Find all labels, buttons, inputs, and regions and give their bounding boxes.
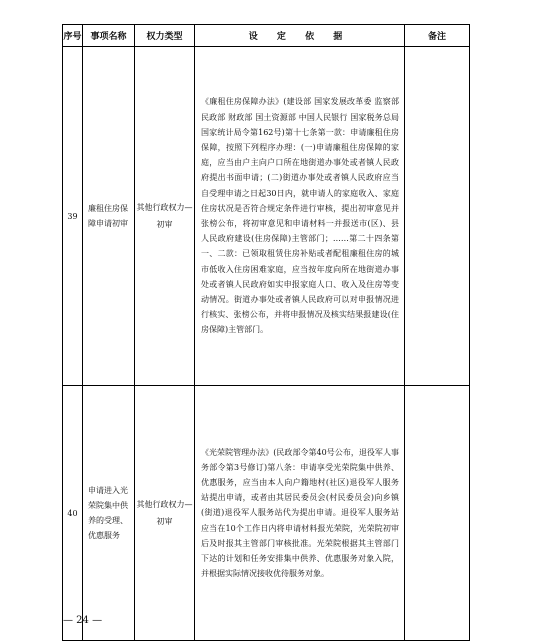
table-row: [63, 386, 470, 641]
row-seq: 40: [63, 386, 83, 641]
row-item-name: 廉租住房保障申请初审: [83, 47, 135, 386]
row-item-name: 申请进入光荣院集中供养的受理、优惠服务: [83, 386, 135, 641]
header-seq: 序号: [63, 25, 83, 47]
row-note: [405, 386, 470, 641]
header-row: [63, 25, 470, 47]
table-row: [63, 47, 470, 386]
row-note: [405, 47, 470, 386]
row-power-type: 其他行政权力—初审: [135, 386, 195, 641]
page-number: — 24 —: [63, 615, 103, 626]
header-note: 备注: [405, 25, 470, 47]
row-basis: 《光荣院管理办法》(民政部令第40号公布，退役军人事务部令第3号修订)第八条：申请享受光荣院集中供养、优惠服务，应当由本人向户籍地村(社区)退役军人服务站提出申请，或者由其居民委员会(村民委员会)向乡镇(街道)退役军人服务站代为提出申请。退役军人服务站应当在10个工作日内将申请材料报光荣院，光荣院初审后及时报其主管部门审核批准。光荣院根据其主管部门下达的计划和任务安排集中供养、优惠服务对象入院，并根据实际情况接收优待服务对象。: [195, 386, 405, 641]
header-power-type: 权力类型: [135, 25, 195, 47]
row-power-type: 其他行政权力—初审: [135, 47, 195, 386]
power-list-table: [62, 24, 470, 641]
row-seq: 39: [63, 47, 83, 386]
header-basis: 设 定 依 据: [195, 25, 405, 47]
row-basis: 《廉租住房保障办法》(建设部 国家发展改革委 监察部 民政部 财政部 国土资源部 中国人民银行 国家税务总局 国家统计局令第162号)第十七条第一款：申请廉租住房保障，按照下列程序办理：(一)申请廉租住房保障的家庭，应当由户主向户口所在地街道办事处或者镇人民政府提出书面申请；(二)街道办事处或者镇人民政府应当自受理申请之日起30日内，就申请人的家庭收入、家庭住房状况是否符合规定条件进行审核，提出初审意见并张榜公布，将初审意见和申请材料一并报送市(区)、县人民政府建设(住房保障)主管部门；……第二十四条第一、二款：已领取租赁住房补贴或者配租廉租住房的城市低收入住房困难家庭，应当按年度向所在地街道办事处或者镇人民政府如实申报家庭人口、收入及住房等变动情况。街道办事处或者镇人民政府可以对申报情况进行核实、张榜公布，并将申报情况及核实结果报建设(住房保障)主管部门。: [195, 47, 405, 386]
header-item-name: 事项名称: [83, 25, 135, 47]
